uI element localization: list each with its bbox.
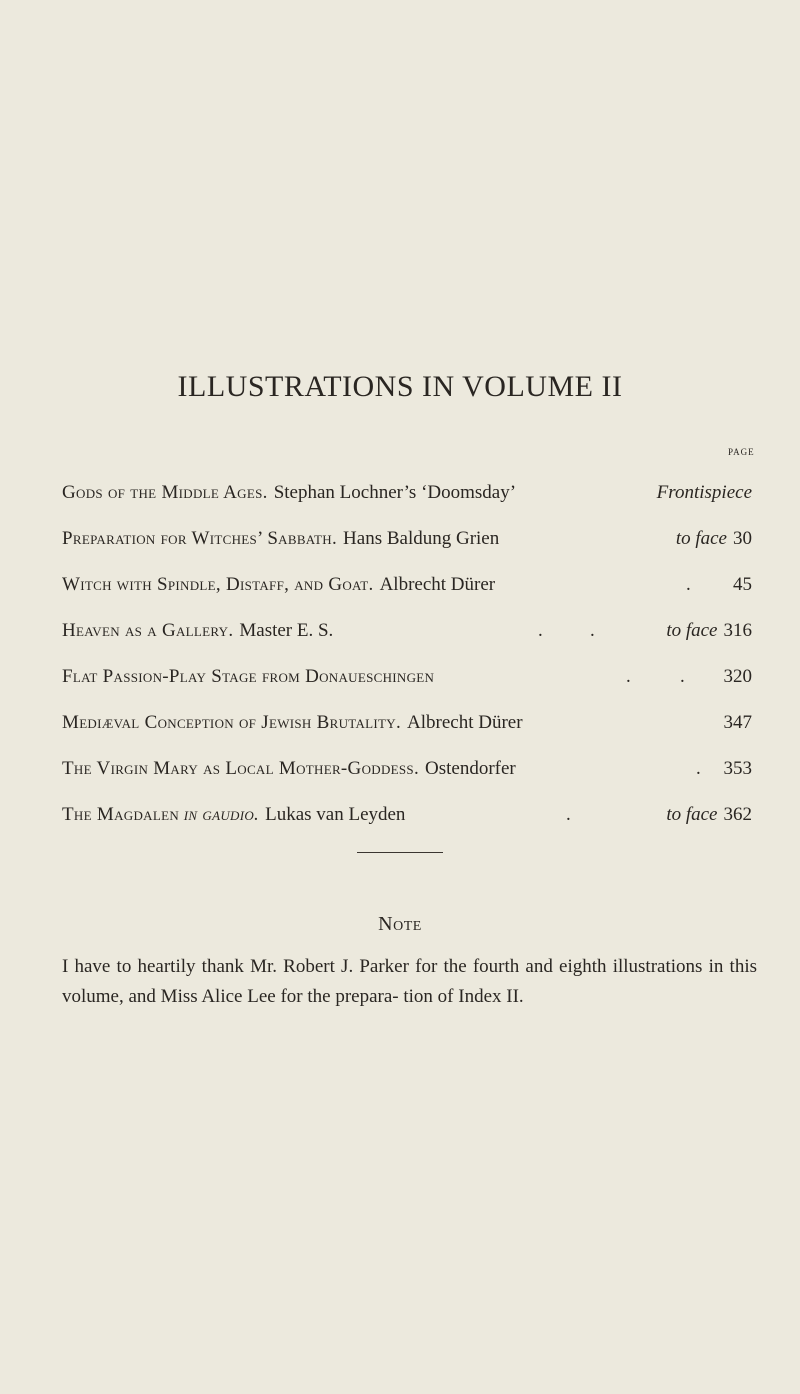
illustration-author: Master E. S. bbox=[239, 620, 334, 641]
illustration-row bbox=[0, 574, 800, 606]
illustration-entry bbox=[62, 666, 434, 688]
illustration-entry bbox=[62, 574, 495, 596]
illustration-page-number: 45 bbox=[733, 574, 752, 595]
illustration-page-number: 362 bbox=[723, 804, 752, 825]
illustration-entry bbox=[62, 804, 405, 826]
illustration-author: Stephan Lochner’s ‘Doomsday’ bbox=[273, 482, 517, 503]
illustration-author: Lukas van Leyden bbox=[265, 804, 406, 825]
illustration-title: Witch with Spindle, Distaff, and Goat. bbox=[62, 574, 374, 595]
illustration-entry bbox=[62, 620, 333, 642]
illustration-entry bbox=[62, 758, 516, 780]
page-title: ILLUSTRATIONS IN VOLUME II bbox=[177, 370, 623, 403]
illustration-row bbox=[0, 804, 800, 836]
illustration-page bbox=[724, 758, 753, 780]
leader-dot: . bbox=[626, 666, 631, 687]
leader-dot: . bbox=[566, 804, 571, 825]
leader-dot: . bbox=[590, 620, 595, 641]
illustration-title: Gods of the Middle Ages. bbox=[62, 482, 268, 503]
illustration-title: Mediæval Conception of Jewish Brutality. bbox=[62, 712, 402, 733]
illustration-author: Ostendorfer bbox=[425, 758, 516, 779]
illustration-page bbox=[724, 712, 753, 734]
illustration-author: Hans Baldung Grien bbox=[343, 528, 500, 549]
illustration-row bbox=[0, 712, 800, 744]
illustration-title: Heaven as a Gallery. bbox=[62, 620, 234, 641]
leader-dot: . bbox=[680, 666, 685, 687]
illustration-entry bbox=[62, 482, 516, 504]
illustration-entry bbox=[62, 712, 523, 734]
illustration-author: Albrecht Dürer bbox=[407, 712, 523, 733]
section-divider bbox=[357, 852, 443, 853]
illustration-page bbox=[724, 666, 753, 688]
leader-dot: . bbox=[538, 620, 543, 641]
illustration-row bbox=[0, 482, 800, 514]
illustration-author: Albrecht Dürer bbox=[379, 574, 496, 595]
illustration-page bbox=[676, 528, 752, 550]
illustration-row bbox=[0, 666, 800, 698]
illustration-page-number: 316 bbox=[723, 620, 752, 641]
leader-dot: . bbox=[696, 758, 701, 779]
illustration-title-italic: in gaudio. bbox=[183, 804, 260, 825]
illustration-row bbox=[0, 620, 800, 652]
illustration-page-number: 30 bbox=[733, 528, 752, 549]
illustration-title: The Virgin Mary as Local Mother-Goddess. bbox=[62, 758, 419, 779]
illustration-page bbox=[733, 574, 752, 596]
page-column-label: PAGE bbox=[728, 447, 755, 457]
illustration-page-number: 347 bbox=[723, 712, 752, 733]
leader-dot: . bbox=[686, 574, 691, 595]
illustration-title: The Magdalen bbox=[62, 804, 180, 825]
to-face-label: to face bbox=[666, 804, 718, 825]
note-title: Note bbox=[378, 913, 422, 935]
illustration-page-number: Frontispiece bbox=[656, 482, 752, 503]
illustration-page bbox=[666, 620, 752, 642]
note-text: I have to heartily thank Mr. Robert J. Parker for the fourth and eighth illustrations in this volume, and Miss Alice Lee for the prepara- tion of Index II. bbox=[62, 956, 757, 1007]
illustration-row bbox=[0, 758, 800, 790]
to-face-label: to face bbox=[666, 620, 718, 641]
illustration-title: Preparation for Witches’ Sabbath. bbox=[62, 528, 338, 549]
illustration-page bbox=[666, 804, 752, 826]
illustration-page-number: 320 bbox=[723, 666, 752, 687]
illustration-page-number: 353 bbox=[723, 758, 752, 779]
to-face-label: to face bbox=[675, 528, 727, 549]
illustration-row bbox=[0, 528, 800, 560]
illustration-title: Flat Passion-Play Stage from Donaueschingen bbox=[62, 666, 435, 687]
illustration-entry bbox=[62, 528, 499, 550]
illustration-page bbox=[657, 482, 752, 504]
